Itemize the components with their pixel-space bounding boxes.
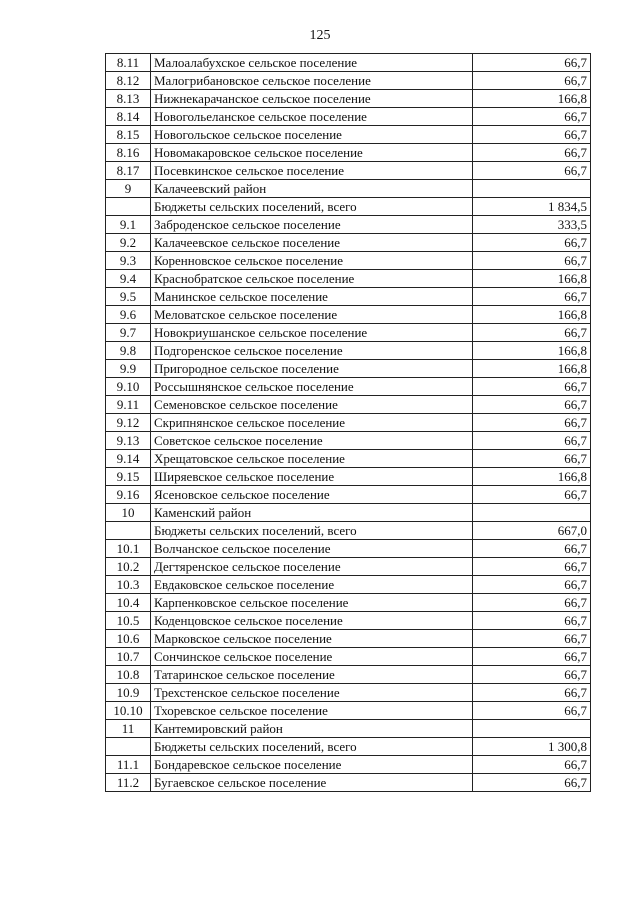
budget-value: 66,7 xyxy=(473,144,591,162)
row-number: 10 xyxy=(106,504,151,522)
budget-value: 66,7 xyxy=(473,450,591,468)
row-number: 11.1 xyxy=(106,756,151,774)
row-number: 10.2 xyxy=(106,558,151,576)
table-row xyxy=(106,180,591,198)
settlement-name: Трехстенское сельское поселение xyxy=(151,684,473,702)
budget-value: 66,7 xyxy=(473,576,591,594)
table-row xyxy=(106,378,591,396)
settlement-name: Марковское сельское поселение xyxy=(151,630,473,648)
table-row xyxy=(106,774,591,792)
row-number: 8.14 xyxy=(106,108,151,126)
budget-table-body xyxy=(106,54,591,792)
table-row xyxy=(106,486,591,504)
row-number: 10.7 xyxy=(106,648,151,666)
row-number: 9.14 xyxy=(106,450,151,468)
table-row xyxy=(106,756,591,774)
table-row xyxy=(106,702,591,720)
budget-value: 66,7 xyxy=(473,234,591,252)
row-number: 9.13 xyxy=(106,432,151,450)
settlement-name: Подгоренское сельское поселение xyxy=(151,342,473,360)
budget-value: 66,7 xyxy=(473,756,591,774)
row-number: 9.11 xyxy=(106,396,151,414)
settlement-name: Семеновское сельское поселение xyxy=(151,396,473,414)
table-row xyxy=(106,558,591,576)
row-number: 8.16 xyxy=(106,144,151,162)
row-number: 10.1 xyxy=(106,540,151,558)
table-row xyxy=(106,576,591,594)
settlement-name: Малогрибановское сельское поселение xyxy=(151,72,473,90)
settlement-name: Карпенковское сельское поселение xyxy=(151,594,473,612)
table-row xyxy=(106,54,591,72)
table-row xyxy=(106,720,591,738)
settlement-name: Манинское сельское поселение xyxy=(151,288,473,306)
row-number: 9.9 xyxy=(106,360,151,378)
row-number: 9.1 xyxy=(106,216,151,234)
table-row xyxy=(106,396,591,414)
table-row xyxy=(106,630,591,648)
budget-value: 333,5 xyxy=(473,216,591,234)
row-number: 11 xyxy=(106,720,151,738)
table-row xyxy=(106,432,591,450)
settlement-name: Советское сельское поселение xyxy=(151,432,473,450)
budget-value: 66,7 xyxy=(473,486,591,504)
settlement-name: Коренновское сельское поселение xyxy=(151,252,473,270)
settlement-name: Бюджеты сельских поселений, всего xyxy=(151,522,473,540)
settlement-name: Коденцовское сельское поселение xyxy=(151,612,473,630)
table-row xyxy=(106,342,591,360)
budget-value: 166,8 xyxy=(473,306,591,324)
row-number: 9 xyxy=(106,180,151,198)
budget-value: 66,7 xyxy=(473,378,591,396)
table-row xyxy=(106,648,591,666)
budget-value: 66,7 xyxy=(473,72,591,90)
table-row xyxy=(106,360,591,378)
row-number: 8.13 xyxy=(106,90,151,108)
table-row xyxy=(106,738,591,756)
row-number: 10.4 xyxy=(106,594,151,612)
settlement-name: Бондаревское сельское поселение xyxy=(151,756,473,774)
settlement-name: Заброденское сельское поселение xyxy=(151,216,473,234)
page-number: 125 xyxy=(309,28,331,43)
row-number: 10.10 xyxy=(106,702,151,720)
table-row xyxy=(106,504,591,522)
settlement-name: Калачеевский район xyxy=(151,180,473,198)
settlement-name: Татаринское сельское поселение xyxy=(151,666,473,684)
row-number: 9.15 xyxy=(106,468,151,486)
budget-value: 66,7 xyxy=(473,324,591,342)
row-number: 9.8 xyxy=(106,342,151,360)
budget-value: 66,7 xyxy=(473,252,591,270)
budget-value xyxy=(473,504,591,522)
table-row xyxy=(106,216,591,234)
budget-value: 66,7 xyxy=(473,666,591,684)
row-number: 9.2 xyxy=(106,234,151,252)
budget-value: 66,7 xyxy=(473,414,591,432)
row-number: 9.3 xyxy=(106,252,151,270)
row-number: 9.6 xyxy=(106,306,151,324)
budget-value: 66,7 xyxy=(473,774,591,792)
settlement-name: Волчанское сельское поселение xyxy=(151,540,473,558)
settlement-name: Бугаевское сельское поселение xyxy=(151,774,473,792)
table-row xyxy=(106,522,591,540)
budget-value: 66,7 xyxy=(473,396,591,414)
budget-value: 1 834,5 xyxy=(473,198,591,216)
budget-value: 1 300,8 xyxy=(473,738,591,756)
settlement-name: Каменский район xyxy=(151,504,473,522)
table-row xyxy=(106,666,591,684)
budget-value: 66,7 xyxy=(473,432,591,450)
row-number: 11.2 xyxy=(106,774,151,792)
table-row xyxy=(106,198,591,216)
settlement-name: Нижнекарачанское сельское поселение xyxy=(151,90,473,108)
row-number: 9.12 xyxy=(106,414,151,432)
row-number xyxy=(106,198,151,216)
row-number: 10.9 xyxy=(106,684,151,702)
row-number: 9.10 xyxy=(106,378,151,396)
table-row xyxy=(106,72,591,90)
table-row xyxy=(106,108,591,126)
settlement-name: Новогольское сельское поселение xyxy=(151,126,473,144)
budget-value: 66,7 xyxy=(473,54,591,72)
settlement-name: Калачеевское сельское поселение xyxy=(151,234,473,252)
budget-value: 66,7 xyxy=(473,648,591,666)
budget-value: 667,0 xyxy=(473,522,591,540)
settlement-name: Бюджеты сельских поселений, всего xyxy=(151,738,473,756)
budget-value: 166,8 xyxy=(473,270,591,288)
settlement-name: Новогольеланское сельское поселение xyxy=(151,108,473,126)
settlement-name: Тхоревское сельское поселение xyxy=(151,702,473,720)
settlement-name: Пригородное сельское поселение xyxy=(151,360,473,378)
budget-value: 66,7 xyxy=(473,108,591,126)
table-row xyxy=(106,540,591,558)
table-row xyxy=(106,594,591,612)
budget-value: 166,8 xyxy=(473,360,591,378)
settlement-name: Малоалабухское сельское поселение xyxy=(151,54,473,72)
settlement-name: Бюджеты сельских поселений, всего xyxy=(151,198,473,216)
budget-value: 66,7 xyxy=(473,126,591,144)
settlement-name: Хрещатовское сельское поселение xyxy=(151,450,473,468)
row-number: 8.12 xyxy=(106,72,151,90)
row-number: 9.4 xyxy=(106,270,151,288)
budget-value: 166,8 xyxy=(473,90,591,108)
settlement-name: Дегтяренское сельское поселение xyxy=(151,558,473,576)
row-number: 10.8 xyxy=(106,666,151,684)
budget-value xyxy=(473,180,591,198)
settlement-name: Ширяевское сельское поселение xyxy=(151,468,473,486)
table-row xyxy=(106,324,591,342)
table-row xyxy=(106,684,591,702)
row-number: 10.3 xyxy=(106,576,151,594)
table-row xyxy=(106,270,591,288)
settlement-name: Меловатское сельское поселение xyxy=(151,306,473,324)
settlement-name: Россышнянское сельское поселение xyxy=(151,378,473,396)
budget-value: 66,7 xyxy=(473,288,591,306)
settlement-name: Новокриушанское сельское поселение xyxy=(151,324,473,342)
row-number: 9.7 xyxy=(106,324,151,342)
table-row xyxy=(106,468,591,486)
budget-value: 66,7 xyxy=(473,540,591,558)
budget-value: 66,7 xyxy=(473,702,591,720)
table-row xyxy=(106,234,591,252)
row-number: 8.17 xyxy=(106,162,151,180)
budget-value: 66,7 xyxy=(473,630,591,648)
row-number xyxy=(106,522,151,540)
settlement-name: Ясеновское сельское поселение xyxy=(151,486,473,504)
budget-value xyxy=(473,720,591,738)
table-row xyxy=(106,252,591,270)
row-number: 10.6 xyxy=(106,630,151,648)
settlement-name: Скрипнянское сельское поселение xyxy=(151,414,473,432)
table-row xyxy=(106,414,591,432)
row-number: 9.5 xyxy=(106,288,151,306)
budget-value: 66,7 xyxy=(473,684,591,702)
settlement-name: Сончинское сельское поселение xyxy=(151,648,473,666)
table-row xyxy=(106,306,591,324)
row-number xyxy=(106,738,151,756)
table-row xyxy=(106,162,591,180)
row-number: 8.15 xyxy=(106,126,151,144)
table-row xyxy=(106,612,591,630)
budget-value: 66,7 xyxy=(473,162,591,180)
row-number: 8.11 xyxy=(106,54,151,72)
settlement-name: Посевкинское сельское поселение xyxy=(151,162,473,180)
row-number: 10.5 xyxy=(106,612,151,630)
table-row xyxy=(106,288,591,306)
budget-value: 66,7 xyxy=(473,558,591,576)
budget-value: 166,8 xyxy=(473,342,591,360)
settlement-name: Краснобратское сельское поселение xyxy=(151,270,473,288)
table-row xyxy=(106,126,591,144)
row-number: 9.16 xyxy=(106,486,151,504)
settlement-name: Новомакаровское сельское поселение xyxy=(151,144,473,162)
settlement-name: Евдаковское сельское поселение xyxy=(151,576,473,594)
table-row xyxy=(106,144,591,162)
budget-value: 166,8 xyxy=(473,468,591,486)
budget-table xyxy=(105,53,591,792)
settlement-name: Кантемировский район xyxy=(151,720,473,738)
budget-value: 66,7 xyxy=(473,612,591,630)
table-row xyxy=(106,450,591,468)
table-row xyxy=(106,90,591,108)
budget-value: 66,7 xyxy=(473,594,591,612)
